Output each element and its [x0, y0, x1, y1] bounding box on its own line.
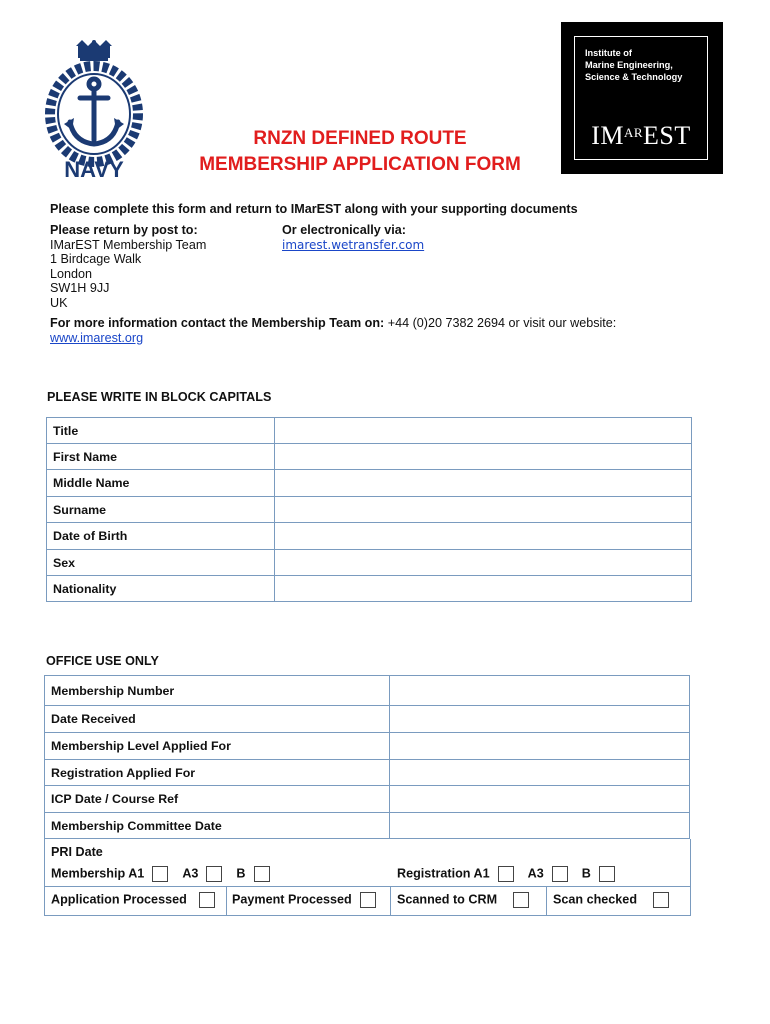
surname-input[interactable]	[275, 497, 692, 523]
date-received-input[interactable]	[390, 706, 690, 733]
membership-a3-checkbox[interactable]	[206, 866, 222, 882]
scanned-to-crm-checkbox[interactable]	[513, 892, 529, 908]
field-label-nationality: Nationality	[47, 576, 275, 602]
field-label-date-received: Date Received	[45, 706, 390, 733]
post-line: 1 Birdcage Walk	[50, 252, 142, 267]
table-row	[47, 418, 692, 444]
nationality-input[interactable]	[275, 576, 692, 602]
table-row	[45, 760, 690, 786]
field-label-committee-date: Membership Committee Date	[45, 813, 390, 839]
title-input[interactable]	[275, 418, 692, 444]
form-title-line1: RNZN DEFINED ROUTE	[253, 128, 467, 149]
post-line: IMarEST Membership Team	[50, 237, 207, 252]
divider	[546, 886, 547, 916]
table-row	[47, 576, 692, 602]
imarest-tagline-2: Marine Engineering,	[585, 60, 673, 70]
field-label-icp-date: ICP Date / Course Ref	[45, 786, 390, 813]
sex-input[interactable]	[275, 550, 692, 576]
field-label-first-name: First Name	[47, 444, 275, 470]
application-processed-label: Application Processed	[51, 892, 187, 907]
electronic-section	[282, 223, 424, 252]
table-row	[47, 523, 692, 550]
table-row	[45, 733, 690, 760]
divider	[44, 886, 690, 887]
middle-name-input[interactable]	[275, 470, 692, 497]
post-line: London	[50, 266, 93, 281]
navy-logo	[40, 40, 148, 180]
field-label-membership-number: Membership Number	[45, 676, 390, 706]
divider	[390, 886, 391, 916]
scan-checked-label: Scan checked	[553, 892, 638, 907]
table-row	[45, 706, 690, 733]
membership-b-checkbox[interactable]	[254, 866, 270, 882]
imarest-logo	[561, 22, 723, 174]
payment-processed-label: Payment Processed	[232, 892, 352, 907]
scan-checked-cell	[553, 892, 683, 908]
post-line: UK	[50, 295, 68, 310]
membership-b-label: B	[236, 866, 246, 881]
office-use-table	[44, 675, 690, 839]
membership-number-input[interactable]	[390, 676, 690, 706]
table-row	[45, 786, 690, 813]
wetransfer-link[interactable]: imarest.wetransfer.com	[282, 237, 425, 252]
field-label-surname: Surname	[47, 497, 275, 523]
membership-a3-label: A3	[182, 866, 199, 881]
contact-phone: +44 (0)20 7382 2694 or visit our website:	[384, 316, 617, 330]
contact-info	[50, 316, 710, 345]
application-processed-cell	[51, 892, 229, 908]
committee-date-input[interactable]	[390, 813, 690, 839]
table-row	[47, 550, 692, 576]
field-label-registration-applied: Registration Applied For	[45, 760, 390, 786]
post-heading: Please return by post to:	[50, 223, 198, 237]
website-link[interactable]: www.imarest.org	[50, 330, 144, 345]
table-row	[47, 470, 692, 497]
scanned-to-crm-cell	[397, 892, 543, 908]
membership-a1-label: Membership A1	[51, 866, 145, 881]
application-processed-checkbox[interactable]	[199, 892, 215, 908]
electronic-heading: Or electronically via:	[282, 223, 406, 237]
post-line: SW1H 9JJ	[50, 281, 110, 296]
payment-processed-checkbox[interactable]	[360, 892, 376, 908]
navy-wordmark: NAVY	[64, 157, 124, 180]
imarest-tagline-1: Institute of	[585, 48, 632, 58]
registration-a3-label: A3	[527, 866, 544, 881]
membership-level-checkboxes	[51, 866, 284, 882]
table-row	[47, 444, 692, 470]
registration-b-checkbox[interactable]	[599, 866, 615, 882]
membership-level-input[interactable]	[390, 733, 690, 760]
table-row	[45, 813, 690, 839]
personal-details-table	[46, 417, 692, 602]
registration-a1-checkbox[interactable]	[498, 866, 514, 882]
scanned-to-crm-label: Scanned to CRM	[397, 892, 498, 907]
membership-a1-checkbox[interactable]	[152, 866, 168, 882]
field-label-middle-name: Middle Name	[47, 470, 275, 497]
date-of-birth-input[interactable]	[275, 523, 692, 550]
registration-b-label: B	[581, 866, 591, 881]
block-capitals-heading: PLEASE WRITE IN BLOCK CAPITALS	[47, 390, 272, 404]
registration-a1-label: Registration A1	[397, 866, 490, 881]
field-label-sex: Sex	[47, 550, 275, 576]
post-address	[50, 223, 206, 311]
payment-processed-cell	[232, 892, 390, 908]
field-label-date-of-birth: Date of Birth	[47, 523, 275, 550]
contact-label: For more information contact the Membership Team on:	[50, 316, 385, 330]
office-use-heading: OFFICE USE ONLY	[46, 654, 159, 668]
field-label-membership-level: Membership Level Applied For	[45, 733, 390, 760]
icp-date-input[interactable]	[390, 786, 690, 813]
table-row	[47, 497, 692, 523]
scan-checked-checkbox[interactable]	[653, 892, 669, 908]
registration-checkboxes	[397, 866, 629, 882]
registration-applied-input[interactable]	[390, 760, 690, 786]
imarest-tagline-3: Science & Technology	[585, 72, 683, 82]
field-label-title: Title	[47, 418, 275, 444]
imarest-wordmark: $IM^{AR}EST$	[591, 121, 691, 150]
first-name-input[interactable]	[275, 444, 692, 470]
registration-a3-checkbox[interactable]	[552, 866, 568, 882]
intro-text: Please complete this form and return to IMarEST along with your supporting documents	[50, 202, 578, 216]
pri-date-label: PRI Date	[51, 845, 103, 859]
table-row	[45, 676, 690, 706]
form-title-line2: MEMBERSHIP APPLICATION FORM	[199, 154, 521, 175]
